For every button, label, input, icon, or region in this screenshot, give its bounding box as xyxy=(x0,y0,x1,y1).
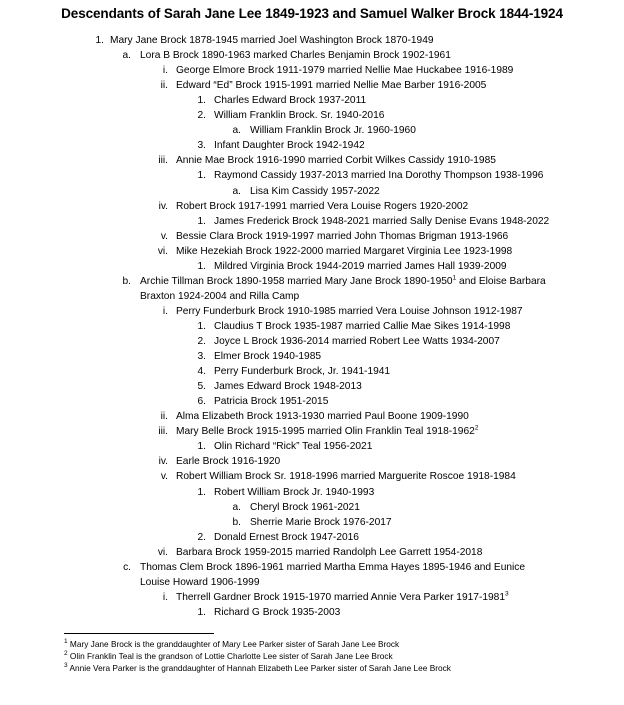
list-item-text: Bessie Clara Brock 1919-1997 married John Thomas Brigman 1913-1966 xyxy=(176,230,509,242)
list-item xyxy=(176,305,523,319)
list-marker: 1. xyxy=(197,441,206,453)
list-item xyxy=(214,531,359,545)
footnote-divider xyxy=(64,633,214,634)
list-item-text: Thomas Clem Brock 1896-1961 married Martha Emma Hayes 1895-1946 and Eunice xyxy=(140,561,526,573)
list-item xyxy=(250,185,380,199)
footnote-text: Annie Vera Parker is the granddaughter of Hannah Elizabeth Lee Parker sister of Sarah Jane Lee Brock xyxy=(67,663,451,673)
list-item xyxy=(250,124,416,138)
list-item-text: William Franklin Brock Jr. 1960-1960 xyxy=(250,125,416,137)
list-item xyxy=(140,561,525,575)
list-item xyxy=(214,215,549,229)
list-item xyxy=(214,260,507,274)
list-marker: a. xyxy=(232,185,241,197)
list-marker: 6. xyxy=(197,396,206,408)
list-item xyxy=(214,335,500,349)
list-item-text: Infant Daughter Brock 1942-1942 xyxy=(214,140,365,152)
footnote-reference: 2 xyxy=(474,424,479,432)
list-marker: iii. xyxy=(158,155,168,167)
list-marker: vi. xyxy=(157,546,168,558)
list-item-text: James Frederick Brock 1948-2021 married Sally Denise Evans 1948-2022 xyxy=(214,215,550,227)
footnote-text: Mary Jane Brock is the granddaughter of Mary Lee Parker sister of Sarah Jane Lee Brock xyxy=(67,639,400,649)
list-item xyxy=(176,425,478,439)
list-item xyxy=(176,79,486,93)
list-marker: b. xyxy=(122,275,131,287)
list-marker: v. xyxy=(160,230,168,242)
list-marker: a. xyxy=(232,125,241,137)
list-marker: b. xyxy=(232,516,241,528)
list-marker: 2. xyxy=(197,110,206,122)
list-item xyxy=(214,395,328,409)
list-item-text: Mike Hezekiah Brock 1922-2000 married Margaret Virginia Lee 1923-1998 xyxy=(176,245,513,257)
list-item-text: George Elmore Brock 1911-1979 married Nellie Mae Huckabee 1916-1989 xyxy=(176,65,514,77)
footnote-number: 3 xyxy=(64,662,68,670)
list-marker: 1. xyxy=(197,170,206,182)
list-item xyxy=(176,230,508,244)
list-marker: iii. xyxy=(158,426,168,438)
list-marker: i. xyxy=(162,65,168,77)
list-item-text: Elmer Brock 1940-1985 xyxy=(214,351,322,363)
list-marker: i. xyxy=(162,305,168,317)
list-item-text: Perry Funderburk Brock, Jr. 1941-1941 xyxy=(214,366,391,378)
list-marker: iv. xyxy=(158,456,168,468)
list-marker: a. xyxy=(122,50,131,62)
list-marker: v. xyxy=(160,471,168,483)
list-marker: ii. xyxy=(160,80,168,92)
list-item xyxy=(140,275,546,289)
list-item xyxy=(176,64,513,78)
list-item-text: Robert Brock 1917-1991 married Vera Louise Rogers 1920-2002 xyxy=(176,200,469,212)
list-marker: vi. xyxy=(157,245,168,257)
document-title: Descendants of Sarah Jane Lee 1849-1923 and Samuel Walker Brock 1844-1924 xyxy=(61,6,563,21)
list-item-text: Robert William Brock Jr. 1940-1993 xyxy=(214,486,375,498)
list-item-text: Joyce L Brock 1936-2014 married Robert Lee Watts 1934-2007 xyxy=(214,336,500,347)
list-item-text: Louise Howard 1906-1999 xyxy=(140,576,260,588)
list-marker: 3. xyxy=(197,140,206,152)
footnote xyxy=(64,651,393,662)
list-item-text: Therrell Gardner Brock 1915-1970 married Annie Vera Parker 1917-1981 xyxy=(176,591,506,603)
list-item-text: William Franklin Brock. Sr. 1940-2016 xyxy=(214,110,385,122)
list-item xyxy=(214,139,365,153)
list-item-text: Richard G Brock 1935-2003 xyxy=(214,606,341,618)
list-marker: ii. xyxy=(160,411,168,423)
list-item-text: Lisa Kim Cassidy 1957-2022 xyxy=(250,185,380,197)
list-item xyxy=(214,606,340,620)
list-item xyxy=(214,109,384,123)
list-item xyxy=(176,546,482,560)
footnote-reference: 3 xyxy=(505,590,509,598)
list-item-text: Braxton 1924-2004 and Rilla Camp xyxy=(140,290,300,302)
list-item-text: Claudius T Brock 1935-1987 married Callie Mae Sikes 1914-1998 xyxy=(214,320,511,332)
list-item-text: James Edward Brock 1948-2013 xyxy=(214,381,362,393)
list-marker: 2. xyxy=(197,531,206,543)
footnote-reference: 1 xyxy=(452,274,457,282)
list-item xyxy=(214,320,510,334)
list-item-text: Lora B Brock 1890-1963 marked Charles Benjamin Brock 1902-1961 xyxy=(140,50,451,62)
list-marker: 1. xyxy=(95,35,104,46)
list-item-text: Annie Mae Brock 1916-1990 married Corbit Wilkes Cassidy 1910-1985 xyxy=(176,155,496,167)
list-item-text: Donald Ernest Brock 1947-2016 xyxy=(214,531,359,543)
list-item-text: Charles Edward Brock 1937-2011 xyxy=(214,95,367,107)
list-item xyxy=(250,516,392,530)
list-marker: 3. xyxy=(197,351,206,363)
list-item-text: Cheryl Brock 1961-2021 xyxy=(250,501,360,513)
list-item xyxy=(214,350,321,364)
list-item-text-continued: and Eloise Barbara xyxy=(456,275,546,287)
list-marker: 1. xyxy=(197,486,206,498)
list-item xyxy=(176,591,509,605)
list-item-text: Olin Richard “Rick” Teal 1956-2021 xyxy=(214,441,373,453)
list-item xyxy=(176,410,469,424)
list-marker: c. xyxy=(123,561,131,573)
list-item-text: Archie Tillman Brock 1890-1958 married Mary Jane Brock 1890-1950 xyxy=(140,275,453,287)
list-item-text: Sherrie Marie Brock 1976-2017 xyxy=(250,516,392,528)
list-item-text: Raymond Cassidy 1937-2013 married Ina Dorothy Thompson 1938-1996 xyxy=(214,170,544,182)
footnote xyxy=(64,663,451,674)
list-marker: 1. xyxy=(197,260,206,272)
list-item-text: Patricia Brock 1951-2015 xyxy=(214,396,329,408)
list-item xyxy=(214,380,362,394)
list-item xyxy=(140,576,260,590)
list-item xyxy=(140,290,299,304)
list-item xyxy=(176,455,280,469)
list-item-text: Alma Elizabeth Brock 1913-1930 married Paul Boone 1909-1990 xyxy=(176,411,469,423)
list-marker: 1. xyxy=(197,320,206,332)
list-marker: 4. xyxy=(197,366,206,378)
footnote-number: 1 xyxy=(64,638,68,646)
list-item xyxy=(176,470,516,484)
list-item-text: Perry Funderburk Brock 1910-1985 married Vera Louise Johnson 1912-1987 xyxy=(176,305,523,317)
list-item-text: Mildred Virginia Brock 1944-2019 married James Hall 1939-2009 xyxy=(214,260,507,272)
list-item xyxy=(250,501,360,515)
list-item xyxy=(176,154,496,168)
list-marker: 5. xyxy=(197,381,206,393)
list-item xyxy=(214,365,390,379)
list-item-text: Earle Brock 1916-1920 xyxy=(176,456,281,468)
list-item-text: Barbara Brock 1959-2015 married Randolph Lee Garrett 1954-2018 xyxy=(176,546,483,558)
list-item xyxy=(214,169,543,183)
footnote-text: Olin Franklin Teal is the grandson of Lottie Charlotte Lee sister of Sarah Jane Lee Brock xyxy=(67,651,393,661)
footnote-number: 2 xyxy=(64,650,68,658)
list-marker: 2. xyxy=(197,336,206,347)
list-marker: a. xyxy=(232,501,241,513)
list-item-text: Edward “Ed” Brock 1915-1991 married Nellie Mae Barber 1916-2005 xyxy=(176,80,487,92)
list-item-text: Robert William Brock Sr. 1918-1996 married Marguerite Roscoe 1918-1984 xyxy=(176,471,516,483)
list-item xyxy=(214,486,374,500)
list-marker: 1. xyxy=(197,95,206,107)
list-item-text: Mary Jane Brock 1878-1945 married Joel Washington Brock 1870-1949 xyxy=(110,35,434,46)
list-marker: 1. xyxy=(197,606,206,618)
list-item xyxy=(176,200,468,214)
footnote xyxy=(64,639,399,650)
list-item xyxy=(214,94,366,108)
list-marker: 1. xyxy=(197,215,206,227)
list-item xyxy=(176,245,512,259)
list-item xyxy=(140,49,451,63)
list-marker: i. xyxy=(162,591,168,603)
list-item xyxy=(214,440,372,454)
list-item-text: Mary Belle Brock 1915-1995 married Olin Franklin Teal 1918-1962 xyxy=(176,426,475,438)
list-marker: iv. xyxy=(158,200,168,212)
list-item xyxy=(110,34,434,48)
